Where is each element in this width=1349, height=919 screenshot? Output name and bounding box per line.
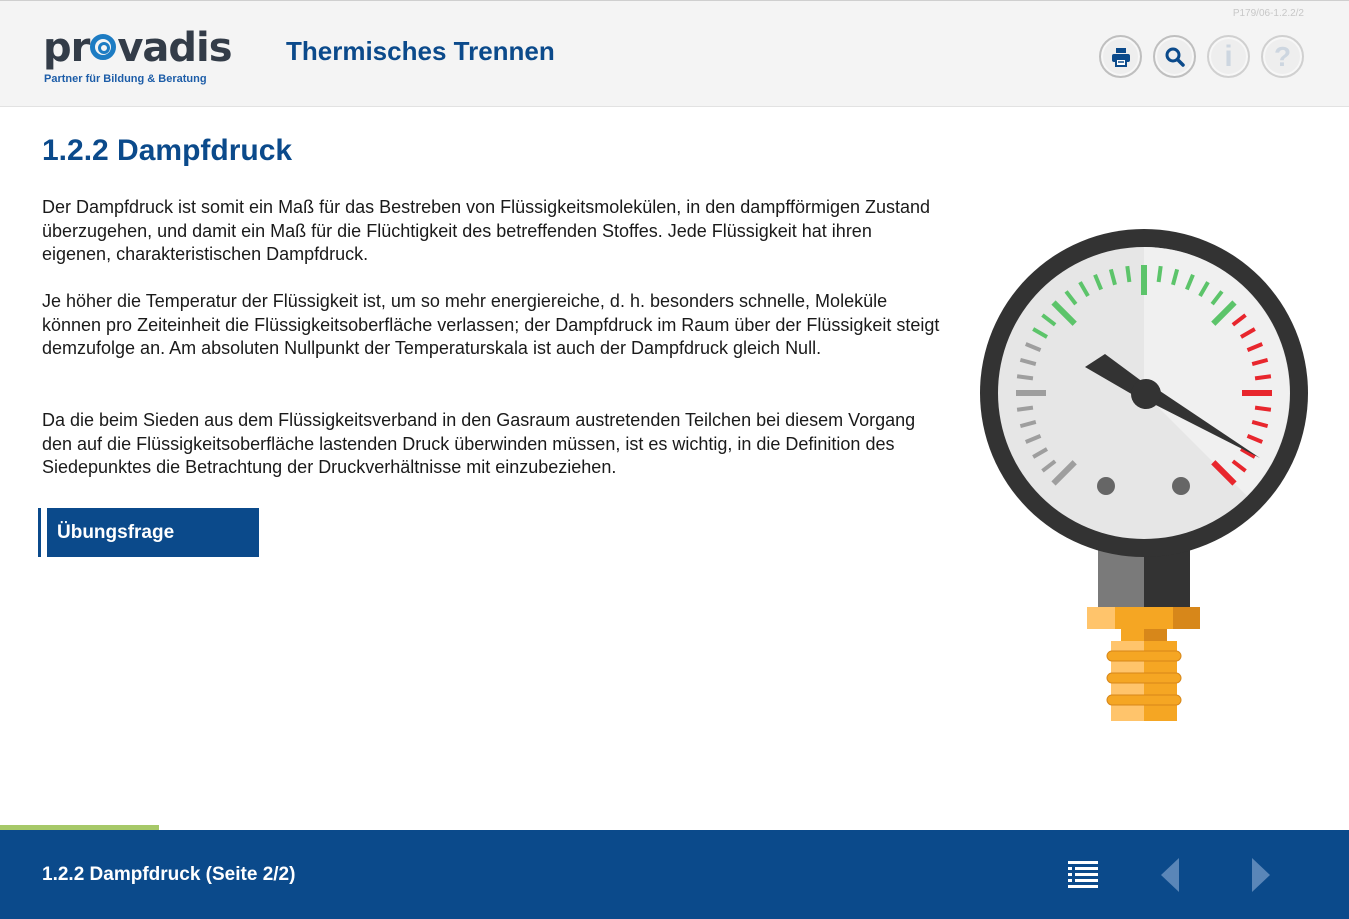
header-bar	[0, 0, 1349, 107]
gauge-screw-right	[1172, 477, 1190, 495]
gauge-tick	[1255, 376, 1271, 378]
list-menu-icon	[1066, 859, 1100, 891]
footer-bar	[0, 830, 1349, 919]
previous-page-button[interactable]	[1145, 850, 1195, 900]
printer-icon	[1110, 46, 1132, 68]
page-title: 1.2.2 Dampfdruck	[42, 134, 293, 167]
gauge-tick	[1159, 266, 1161, 282]
gauge-tick	[1017, 376, 1033, 378]
gauge-tick	[1017, 408, 1033, 410]
provadis-logo	[43, 25, 233, 89]
gauge-tick	[1255, 408, 1271, 410]
page-code: P179/06-1.2.2/2	[1232, 8, 1304, 19]
next-page-button[interactable]	[1236, 850, 1286, 900]
help-button[interactable]	[1261, 35, 1304, 78]
arrow-left-icon	[1159, 857, 1181, 893]
footer-page-title: 1.2.2 Dampfdruck (Seite 2/2)	[42, 864, 296, 885]
info-button[interactable]	[1207, 35, 1250, 78]
gauge-screw-left	[1097, 477, 1115, 495]
info-icon: i	[1224, 39, 1233, 73]
search-button[interactable]	[1153, 35, 1196, 78]
search-icon	[1164, 46, 1186, 68]
pressure-gauge-illustration	[975, 225, 1315, 725]
paragraph-1: Der Dampfdruck ist somit ein Maß für das Bestreben von Flüssigkeitsmolekülen, in den dampfförmigen Zustand überzugehen, und damit ein Maß für die Flüchtigkeit des betreffenden Stoffes. Jede Flüssigkeit hat ihren eigenen, charakteristischen Dampfdruck.	[42, 197, 931, 265]
exercise-button[interactable]	[41, 508, 259, 557]
paragraph-3: Da die beim Sieden aus dem Flüssigkeitsverband in den Gasraum austretenden Teilchen bei diesem Vorgang den auf die Flüssigkeitsoberfläche lastenden Druck überwinden müssen, ist es wichtig, in die Definition des Siedepunktes die Betrachtung der Druckverhältnisse mit einzubeziehen.	[42, 410, 916, 478]
logo-wordmark: pr vadis	[43, 25, 232, 71]
exercise-button-label: Übungsfrage	[57, 521, 175, 543]
app-title: Thermisches Trennen	[286, 36, 555, 66]
logo-swirl-icon	[90, 34, 116, 60]
arrow-right-icon	[1250, 857, 1272, 893]
help-icon: ?	[1273, 40, 1292, 72]
gauge-tick	[1127, 266, 1129, 282]
print-button[interactable]	[1099, 35, 1142, 78]
gauge-needle-hub	[1131, 379, 1161, 409]
logo-tagline: Partner für Bildung & Beratung	[44, 73, 207, 85]
paragraph-2: Je höher die Temperatur der Flüssigkeit ist, um so mehr energiereiche, d. h. besonders schnelle, Moleküle können pro Zeiteinheit die Flüssigkeitsoberfläche verlassen; der Dampfdruck im Raum über der Flüssigkeit steigt demzufolge an. Am absoluten Nullpunkt der Temperaturskala ist auch der Dampfdruck gleich Null.	[42, 291, 940, 359]
gauge-fitting	[1087, 535, 1200, 721]
table-of-contents-button[interactable]	[1058, 850, 1108, 900]
